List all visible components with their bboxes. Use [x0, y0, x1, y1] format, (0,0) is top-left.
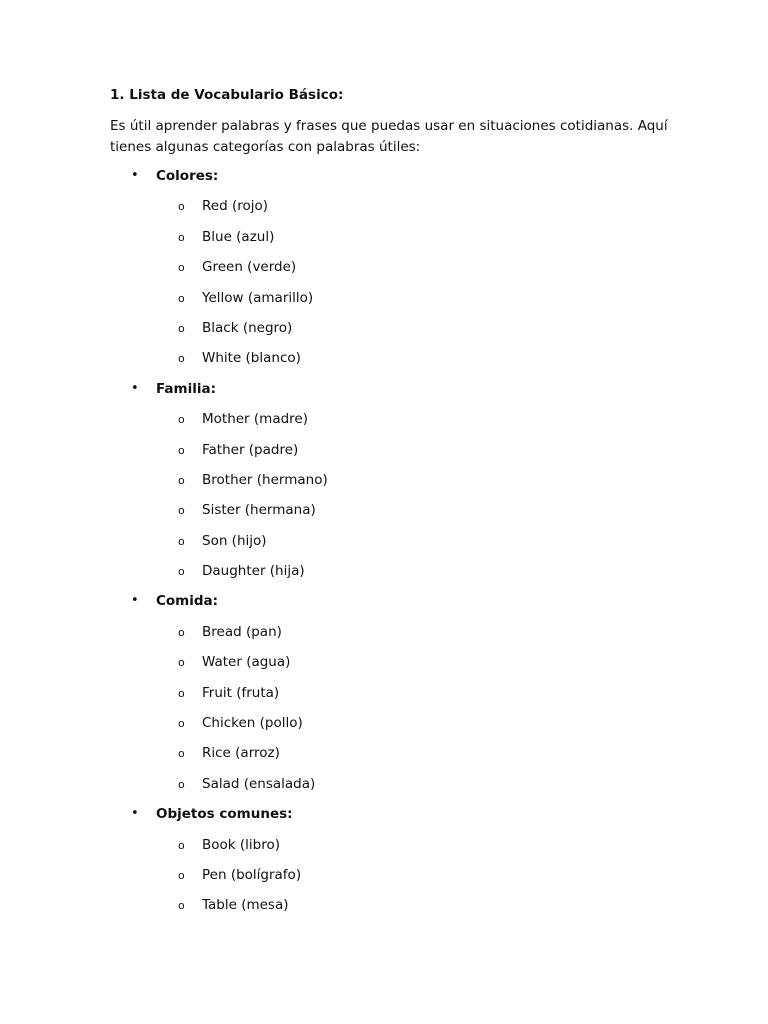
sub-bullet-icon: o: [178, 868, 185, 882]
vocab-item-label: Blue (azul): [202, 228, 275, 245]
category-row: [0, 804, 768, 834]
list-item: [0, 835, 768, 865]
vocab-item-label: Salad (ensalada): [202, 775, 316, 792]
list-item: [0, 318, 768, 348]
sub-bullet-icon: o: [178, 899, 185, 913]
bullet-icon: •: [131, 806, 139, 822]
vocab-item-label: Pen (bolígrafo): [202, 866, 302, 883]
sub-bullet-icon: o: [178, 291, 185, 305]
vocab-item-label: Bread (pan): [202, 623, 282, 640]
category-label: Colores:: [156, 168, 219, 184]
list-item: [0, 683, 768, 713]
bullet-icon: •: [131, 593, 139, 609]
list-item: [0, 257, 768, 287]
sub-bullet-icon: o: [178, 230, 185, 244]
vocab-item-label: Book (libro): [202, 836, 281, 853]
list-item: [0, 470, 768, 500]
list-item: [0, 409, 768, 439]
vocab-item-label: Yellow (amarillo): [202, 289, 314, 306]
vocab-item-label: Green (verde): [202, 259, 297, 276]
vocab-item-label: Chicken (pollo): [202, 715, 303, 732]
list-item: [0, 743, 768, 773]
list-item: [0, 531, 768, 561]
sub-bullet-icon: o: [178, 473, 185, 487]
sub-bullet-icon: o: [178, 443, 185, 457]
sub-bullet-icon: o: [178, 717, 185, 731]
vocab-item-label: Table (mesa): [202, 897, 289, 914]
list-item: [0, 288, 768, 318]
list-item: [0, 713, 768, 743]
list-item: [0, 561, 768, 591]
vocab-item-label: Fruit (fruta): [202, 684, 280, 701]
vocabulary-list: [0, 166, 768, 926]
sub-bullet-icon: o: [178, 686, 185, 700]
sub-bullet-icon: o: [178, 200, 185, 214]
vocab-item-label: Red (rojo): [202, 198, 268, 215]
sub-bullet-icon: o: [178, 413, 185, 427]
bullet-icon: •: [131, 168, 139, 183]
vocab-item-label: Water (agua): [202, 654, 291, 671]
list-item: [0, 865, 768, 895]
sub-bullet-icon: o: [178, 534, 185, 548]
list-item: [0, 895, 768, 925]
sub-bullet-icon: o: [178, 565, 185, 579]
list-item: [0, 622, 768, 652]
category-label: Comida:: [156, 593, 219, 610]
list-item: [0, 500, 768, 530]
list-item: [0, 774, 768, 804]
sub-bullet-icon: o: [178, 747, 185, 761]
list-item: [0, 440, 768, 470]
sub-bullet-icon: o: [178, 656, 185, 670]
sub-bullet-icon: o: [178, 777, 185, 791]
list-item: [0, 348, 768, 378]
sub-bullet-icon: o: [178, 321, 185, 335]
category-row: [0, 166, 768, 196]
sub-bullet-icon: o: [178, 352, 185, 366]
vocab-item-label: Rice (arroz): [202, 745, 280, 762]
vocab-item-label: Daughter (hija): [202, 563, 305, 580]
vocab-item-label: Sister (hermana): [202, 502, 316, 519]
sub-bullet-icon: o: [178, 261, 185, 275]
list-item: [0, 227, 768, 257]
section-heading: 1. Lista de Vocabulario Básico:: [110, 87, 344, 103]
vocab-item-label: Father (padre): [202, 441, 299, 458]
list-item: [0, 196, 768, 226]
vocab-item-label: Mother (madre): [202, 411, 308, 428]
sub-bullet-icon: o: [178, 504, 185, 518]
sub-bullet-icon: o: [178, 625, 185, 639]
category-label: Familia:: [156, 380, 216, 397]
list-item: [0, 652, 768, 682]
category-row: [0, 591, 768, 621]
vocab-item-label: Son (hijo): [202, 532, 267, 549]
sub-bullet-icon: o: [178, 838, 185, 852]
category-row: [0, 379, 768, 409]
vocab-item-label: Black (negro): [202, 319, 293, 336]
vocab-item-label: Brother (hermano): [202, 471, 328, 488]
vocab-item-label: White (blanco): [202, 350, 301, 367]
category-label: Objetos comunes:: [156, 806, 293, 823]
intro-paragraph: Es útil aprender palabras y frases que puedas usar en situaciones cotidianas. Aquí tienes algunas categorías con palabras útiles:: [110, 118, 668, 155]
bullet-icon: •: [131, 380, 139, 396]
